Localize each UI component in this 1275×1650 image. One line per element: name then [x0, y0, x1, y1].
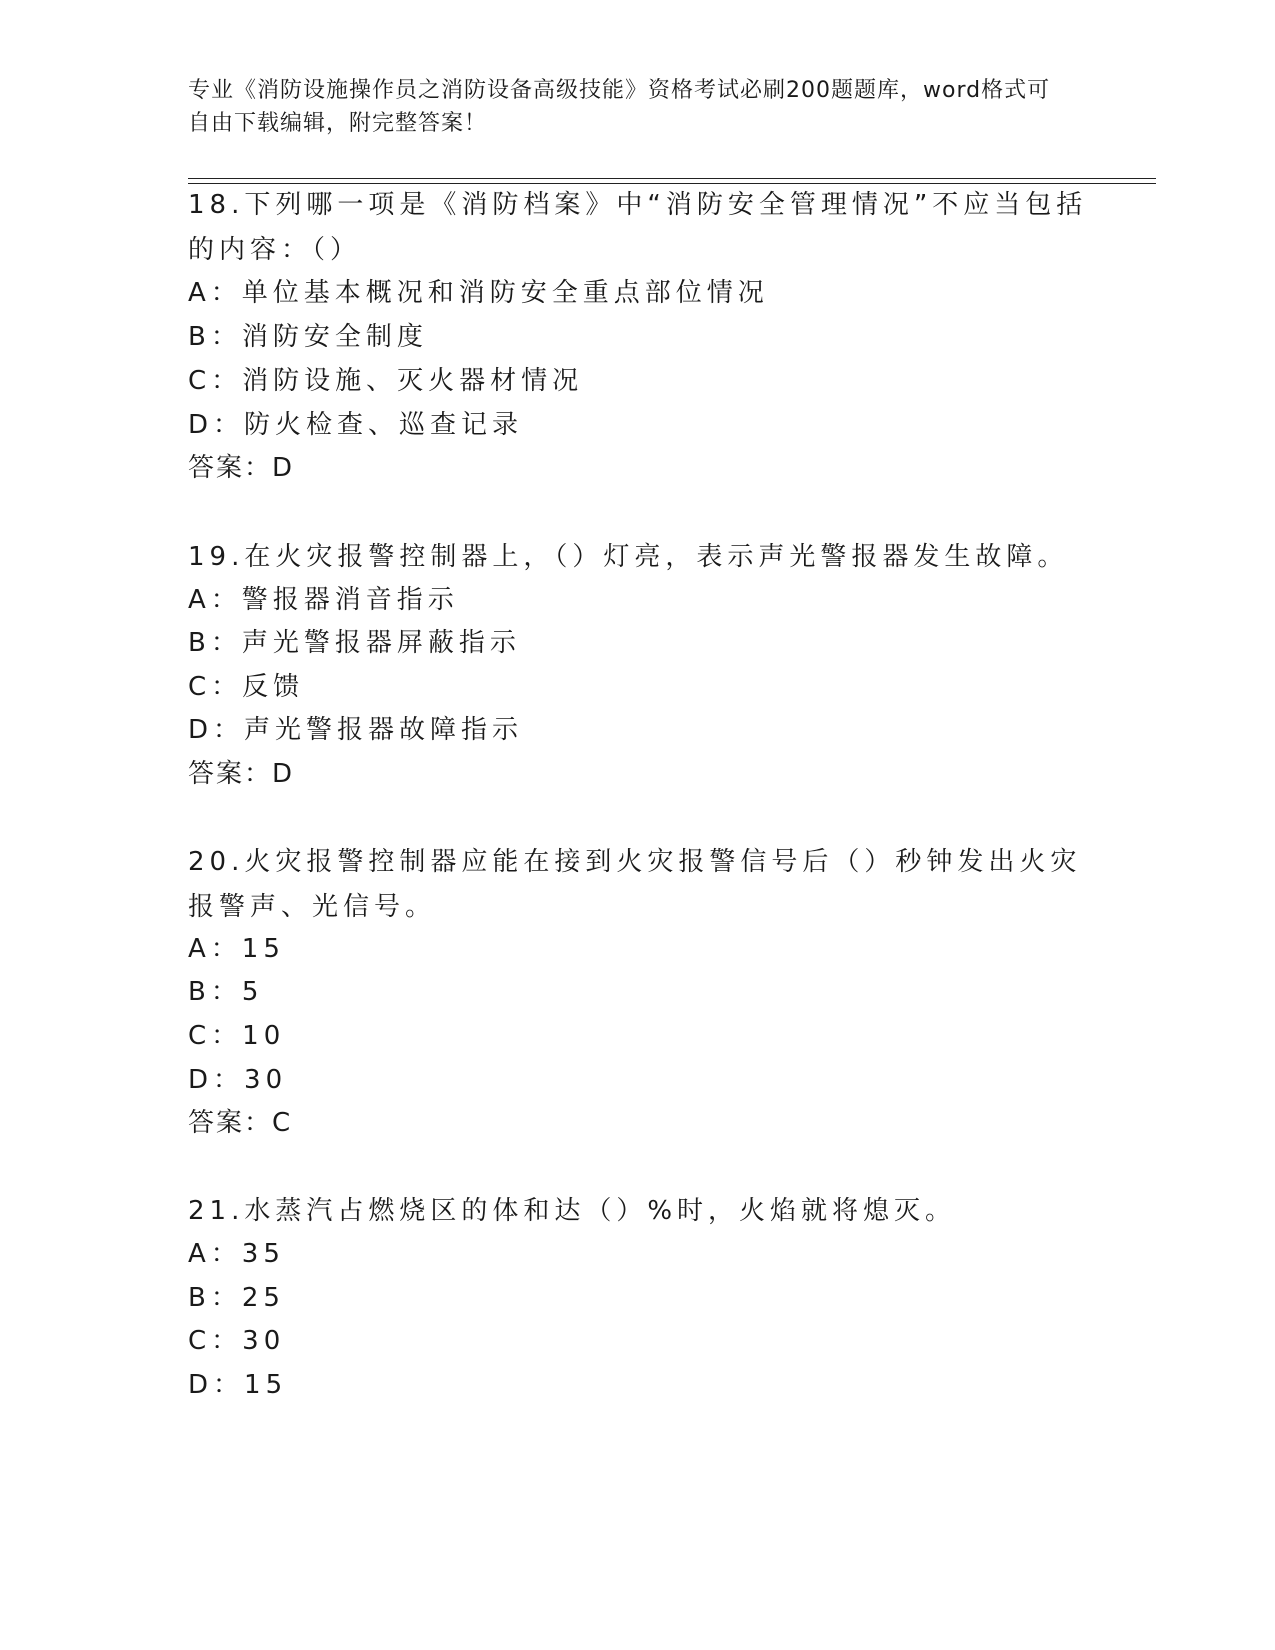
question-18-stem: 18.下列哪一项是《消防档案》中“消防安全管理情况”不应当包括的内容：（） — [188, 190, 1088, 265]
question-21-option-c: C：30 — [188, 1326, 286, 1356]
question-19-answer: 答案：D — [188, 759, 295, 789]
question-18-option-a: A：单位基本概况和消防安全重点部位情况 — [188, 278, 769, 308]
question-20-option-b: B：5 — [188, 977, 264, 1007]
question-19-option-b: B：声光警报器屏蔽指示 — [188, 628, 521, 658]
question-21-option-b: B：25 — [188, 1283, 285, 1313]
question-21-option-a: A：35 — [188, 1239, 285, 1269]
header-divider-top — [188, 178, 1156, 179]
question-18-option-b: B：消防安全制度 — [188, 322, 428, 352]
question-19-option-d: D：声光警报器故障指示 — [188, 715, 524, 745]
question-19-stem: 19.在火灾报警控制器上，（）灯亮，表示声光警报器发生故障。 — [188, 542, 1069, 572]
question-20-option-a: A：15 — [188, 934, 285, 964]
question-18-option-d: D：防火检查、巡查记录 — [188, 410, 524, 440]
question-20-option-c: C：10 — [188, 1021, 286, 1051]
document-header: 专业《消防设施操作员之消防设备高级技能》资格考试必刷200题题库，word格式可自由下载编辑，附完整答案！ — [188, 78, 1051, 136]
question-20-stem: 20.火灾报警控制器应能在接到火灾报警信号后（）秒钟发出火灾报警声、光信号。 — [188, 847, 1082, 922]
question-19-option-c: C：反馈 — [188, 672, 305, 702]
question-20-option-d: D：30 — [188, 1065, 288, 1095]
question-18-option-c: C：消防设施、灭火器材情况 — [188, 366, 584, 396]
question-18-answer: 答案：D — [188, 453, 295, 483]
question-21-option-d: D：15 — [188, 1370, 288, 1400]
question-21-stem: 21.水蒸汽占燃烧区的体和达（）%时，火焰就将熄灭。 — [188, 1196, 957, 1226]
question-19-option-a: A：警报器消音指示 — [188, 585, 459, 615]
question-20-answer: 答案：C — [188, 1108, 293, 1138]
